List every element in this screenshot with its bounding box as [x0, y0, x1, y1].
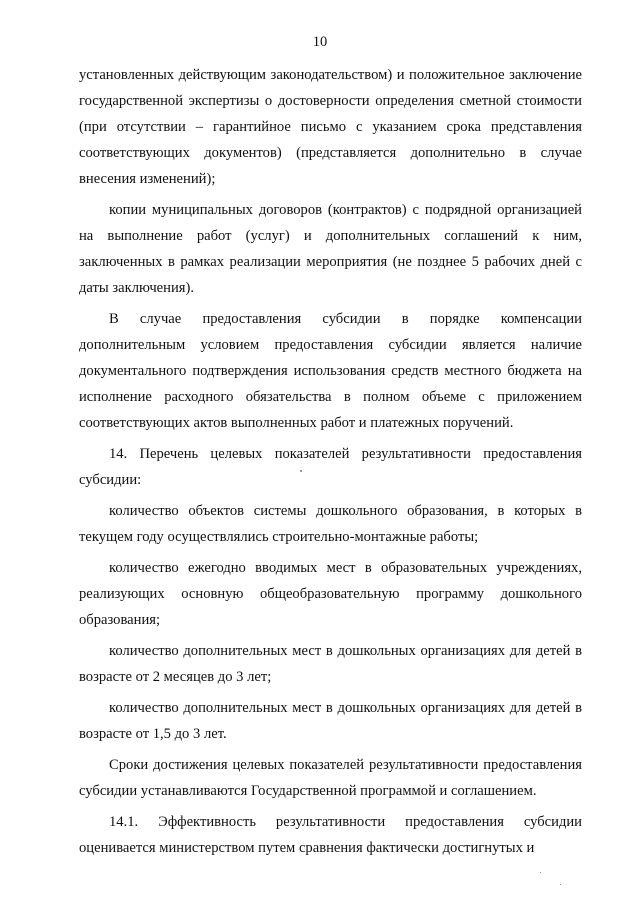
paragraph-compensation-condition: В случае предоставления субсидии в порядке компенсации дополнительным условием предоставления субсидии является наличие документального подтверждения использования средств местного бюджета на исполнение расходного обязательства в полном объеме с приложением соответствующих актов выполненных работ и платежных поручений.	[79, 311, 582, 431]
paragraph-indicator-annual-places: количество ежегодно вводимых мест в образовательных учреждениях, реализующих основную общеобразовательную программу дошкольного образования;	[79, 560, 582, 628]
paragraph-indicator-places-1-5-years: количество дополнительных мест в дошкольных организациях для детей в возрасте от 1,5 до 3 лет.	[79, 700, 582, 742]
page-number: 10	[312, 34, 328, 50]
paragraph-section-14-1: 14.1. Эффективность результативности предоставления субсидии оценивается министерством путем сравнения фактически достигнутых и	[79, 814, 582, 856]
paragraph-indicator-construction-objects: количество объектов системы дошкольного образования, в которых в текущем году осуществлялись строительно-монтажные работы;	[79, 503, 582, 545]
scan-speck	[540, 872, 541, 873]
paragraph-section-14-heading: 14. Перечень целевых показателей результативности предоставления субсидии:	[79, 446, 582, 488]
document-body	[79, 62, 582, 861]
scan-speck	[300, 470, 302, 472]
scan-speck	[560, 884, 561, 885]
paragraph-deadlines: Сроки достижения целевых показателей результативности предоставления субсидии устанавливаются Государственной программой и соглашением.	[79, 757, 582, 799]
paragraph-indicator-places-2-months: количество дополнительных мест в дошкольных организациях для детей в возрасте от 2 месяцев до 3 лет;	[79, 643, 582, 685]
paragraph-contract-copies: копии муниципальных договоров (контрактов) с подрядной организацией на выполнение работ (услуг) и дополнительных соглашений к ним, заключенных в рамках реализации мероприятия (не позднее 5 рабочих дней с даты заключения).	[79, 202, 582, 296]
paragraph-estimate-conclusion: установленных действующим законодательством) и положительное заключение государственной экспертизы о достоверности определения сметной стоимости (при отсутствии – гарантийное письмо с указанием срока представления соответствующих документов) (представляется дополнительно в случае внесения изменений);	[79, 67, 582, 187]
